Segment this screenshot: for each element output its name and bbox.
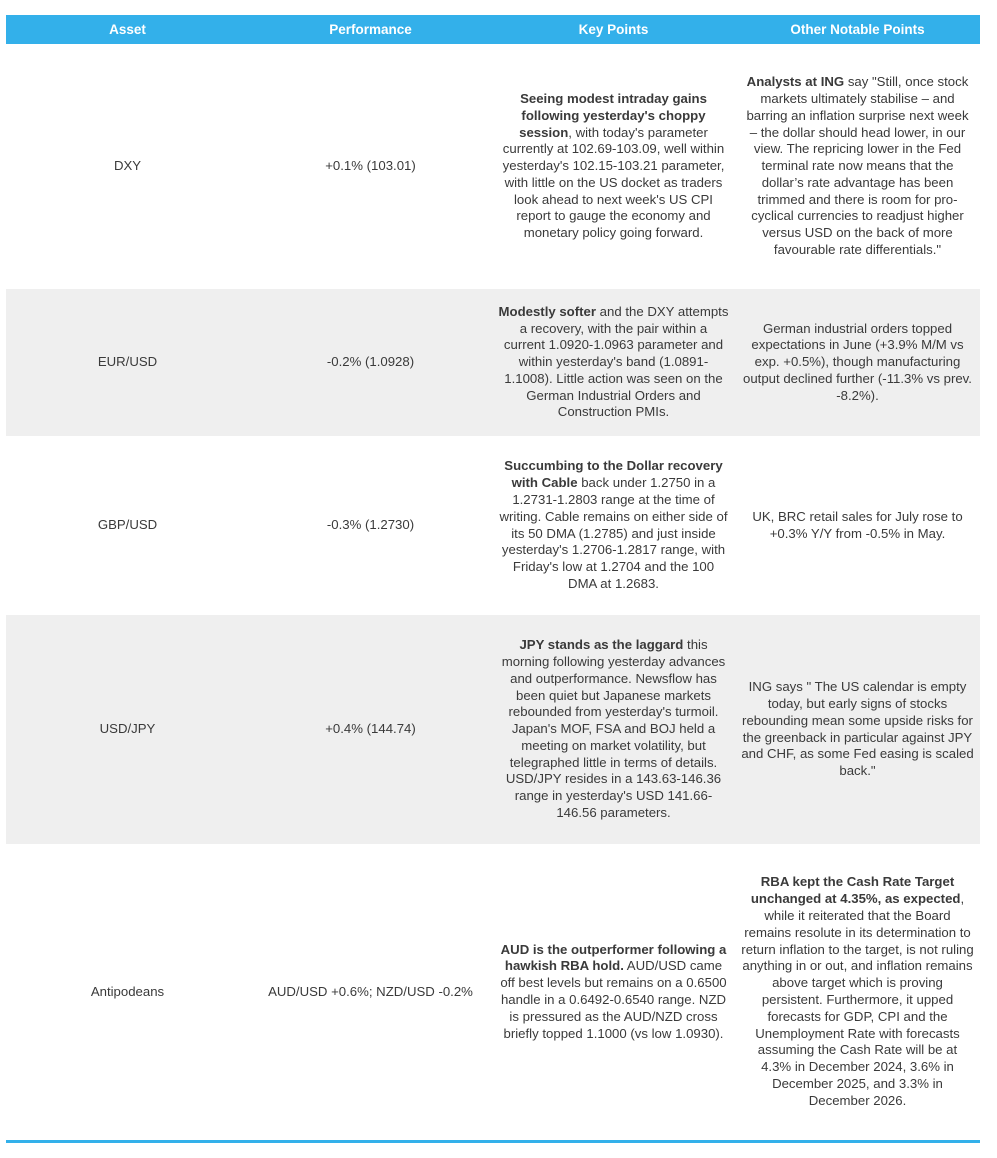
key-points-bold: Seeing modest intraday gains following yesterday's choppy session xyxy=(519,90,707,140)
other-points-cell xyxy=(735,844,980,1142)
asset-cell: DXY xyxy=(113,158,142,174)
header-other-notable-points: Other Notable Points xyxy=(735,15,980,44)
table-row xyxy=(6,436,980,615)
asset-cell: Antipodeans xyxy=(90,983,165,999)
other-points-text: say "Still, once stock markets ultimately stabilise – and barring an inflation surprise next week – the dollar should head lower, in our view. The repricing lower in the Fed terminal rate now means that the dollar’s rate advantage has been trimmed and there is room for pro-cyclical currencies to readjust higher versus USD on the back of more favourable rate differentials." xyxy=(746,74,969,258)
other-points-bold: RBA kept the Cash Rate Target unchanged at 4.35%, as expected xyxy=(750,874,961,907)
key-points-cell xyxy=(492,615,735,844)
performance-cell: -0.2% (1.0928) xyxy=(249,289,492,436)
key-points-text: AUD/USD came off best levels but remains on a 0.6500 handle in a 0.6492-0.6540 range. NZD is pressured as the AUD/NZD cross briefly topped 1.1000 (vs low 1.0930). xyxy=(500,958,727,1041)
key-points-cell xyxy=(492,844,735,1142)
key-points-cell xyxy=(492,289,735,436)
other-points-text: , while it reiterated that the Board remains resolute in its determination to return inflation to the target, is not ruling anything in or out, and inflation remains above target which is proving persistent. Furthermore, it upped forecasts for GDP, CPI and the Unemployment Rate with forecasts assuming the Cash Rate will be at 4.3% in December 2024, 3.6% in December 2025, and 3.3% in December 2026. xyxy=(741,891,974,1108)
key-points-bold: AUD is the outperformer following a hawkish RBA hold. xyxy=(500,941,727,974)
key-points-text: and the DXY attempts a recovery, with the pair within a current 1.0920-1.0963 parameter and within yesterday's band (1.0891-1.1008). Little action was seen on the German Industrial Orders and Construction PMIs. xyxy=(503,303,729,420)
other-points-text: UK, BRC retail sales for July rose to +0.3% Y/Y from -0.5% in May. xyxy=(752,508,963,541)
fx-summary-table xyxy=(6,15,980,1143)
table-header-row xyxy=(6,15,980,44)
other-points-text: ING says " The US calendar is empty today, but early signs of stocks rebounding mean some upside risks for the greenback in particular against JPY and CHF, as some Fed easing is scaled back." xyxy=(741,679,974,779)
performance-cell: -0.3% (1.2730) xyxy=(326,517,415,533)
key-points-text: back under 1.2750 in a 1.2731-1.2803 range at the time of writing. Cable remains on either side of its 50 DMA (1.2785) and just inside yesterday's 1.2706-1.2817 range, with Friday's low at 1.2704 and the 100 DMA at 1.2683. xyxy=(499,475,728,591)
table-row xyxy=(6,44,980,289)
other-points-cell xyxy=(735,289,980,436)
other-points-bold: Analysts at ING xyxy=(746,74,845,90)
other-points-cell xyxy=(735,615,980,844)
table-row xyxy=(6,844,980,1142)
table-row xyxy=(6,615,980,844)
performance-cell: +0.1% (103.01) xyxy=(325,158,416,174)
key-points-bold: Modestly softer xyxy=(498,303,596,319)
key-points-bold: Succumbing to the Dollar recovery with Cable xyxy=(504,458,723,491)
asset-cell: USD/JPY xyxy=(6,615,249,844)
header-asset: Asset xyxy=(6,15,249,44)
key-points-text: this morning following yesterday advances and outperformance. Newsflow has been quiet but Japanese markets rebounded from yesterday's turmoil. Japan's MOF, FSA and BOJ held a meeting on market volatility, but telegraphed little in terms of details. USD/JPY resides in a 143.63-146.36 range in yesterday's USD 141.66-146.56 parameters. xyxy=(501,637,726,821)
asset-cell: EUR/USD xyxy=(6,289,249,436)
performance-cell: AUD/USD +0.6%; NZD/USD -0.2% xyxy=(268,983,473,999)
header-performance: Performance xyxy=(249,15,492,44)
table-row xyxy=(6,289,980,436)
header-key-points: Key Points xyxy=(492,15,735,44)
key-points-cell xyxy=(492,44,735,289)
key-points-cell xyxy=(492,436,735,615)
other-points-text: German industrial orders topped expectations in June (+3.9% M/M vs exp. +0.5%), though manufacturing output declined further (-11.3% vs prev. -8.2%). xyxy=(743,320,972,403)
other-points-cell xyxy=(735,436,980,615)
performance-cell: +0.4% (144.74) xyxy=(249,615,492,844)
other-points-cell xyxy=(735,44,980,289)
key-points-bold: JPY stands as the laggard xyxy=(519,637,684,653)
key-points-text: , with today's parameter currently at 102.69-103.09, well within yesterday's 102.15-103.21 parameter, with little on the US docket as traders look ahead to next week's US CPI report to gauge the economy and monetary policy going forward. xyxy=(502,124,725,241)
asset-cell: GBP/USD xyxy=(97,517,158,533)
